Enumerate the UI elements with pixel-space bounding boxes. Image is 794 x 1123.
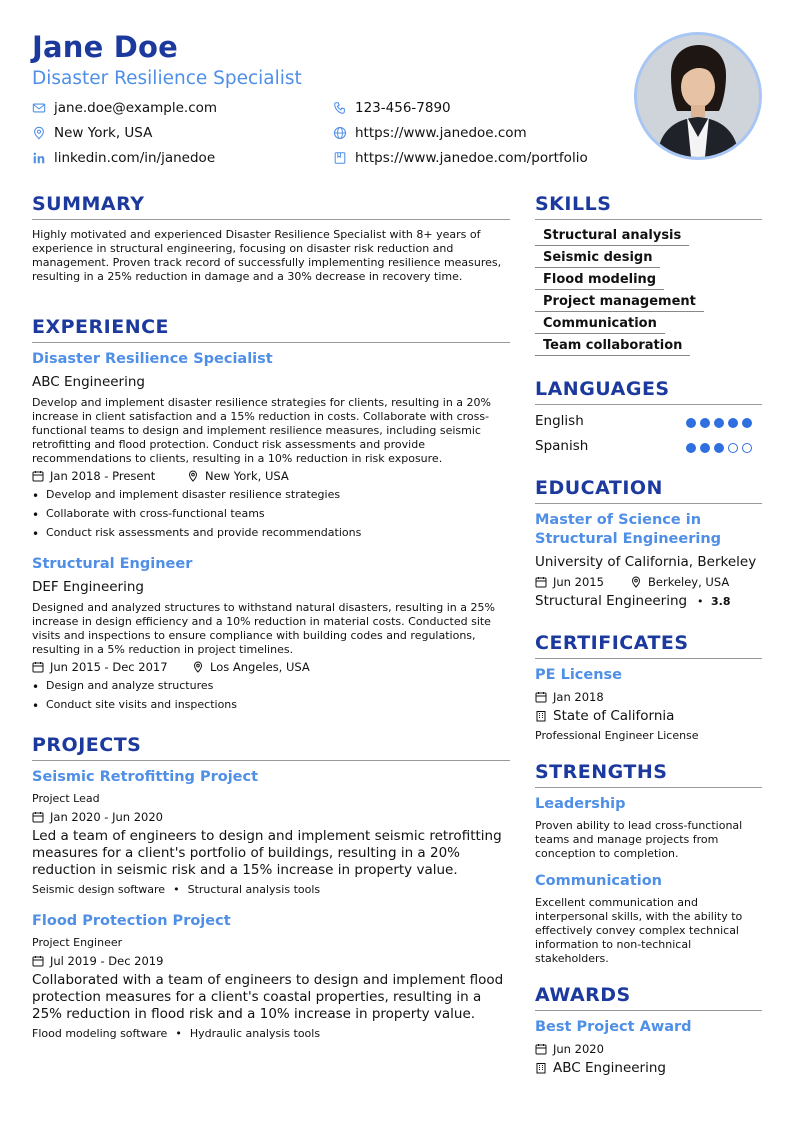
skill-chip: Structural analysis (535, 228, 689, 246)
skill-chip: Project management (535, 294, 704, 312)
project-description: Collaborated with a team of engineers to design and implement flood protection measures for a client's coastal properties, resulting in a 25% reduction in flood risk and a 10% increase in property value. (32, 972, 504, 1022)
website-text: https://www.janedoe.com (355, 125, 527, 141)
languages-heading: LANGUAGES (535, 378, 670, 400)
bookmark-icon (333, 151, 347, 165)
summary-text: Highly motivated and experienced Disaster Resilience Specialist with 8+ years of experience in structural engineering, focusing on disaster risk reduction and management. Proven track record of successfully implementing resilience measures, resulting in a 25% reduction in damage and a 30% decrease in recovery time. (32, 228, 502, 283)
job-company: DEF Engineering (32, 579, 144, 595)
rating-dot-filled (700, 443, 710, 453)
language-name: Spanish (535, 438, 589, 454)
strength-title: Communication (535, 873, 663, 889)
portfolio-text: https://www.janedoe.com/portfolio (355, 150, 588, 166)
calendar-icon (535, 1043, 547, 1055)
project-dates-text: Jul 2019 - Dec 2019 (50, 954, 164, 968)
phone-contact[interactable] (333, 100, 451, 116)
job-dates (32, 469, 155, 483)
award-date (535, 1042, 604, 1056)
certificate-issuer (535, 708, 674, 724)
language-rating (686, 418, 752, 428)
location-text: New York, USA (54, 125, 153, 141)
rating-dot-filled (728, 418, 738, 428)
location-contact (32, 125, 152, 141)
strength-text: Proven ability to lead cross-functional teams and manage projects from conception to completion. (535, 819, 743, 860)
experience-divider (32, 342, 510, 343)
location-pin-icon (32, 126, 46, 140)
project-tag: Seismic design software (32, 883, 166, 896)
email-text: jane.doe@example.com (54, 100, 218, 116)
education-heading: EDUCATION (535, 477, 663, 499)
award-issuer (535, 1060, 666, 1076)
rating-dot-filled (742, 418, 752, 428)
calendar-icon (32, 811, 44, 823)
job-bullet: • Design and analyze structures (46, 679, 213, 692)
language-name: English (535, 413, 584, 429)
project-title: Flood Protection Project (32, 913, 231, 929)
rating-dot-filled (714, 418, 724, 428)
certificates-heading: CERTIFICATES (535, 632, 689, 654)
linkedin-icon (32, 151, 46, 165)
education-location (630, 575, 729, 589)
job-bullet: • Develop and implement disaster resilience strategies (46, 488, 340, 501)
rating-dot-filled (686, 418, 696, 428)
strengths-divider (535, 787, 762, 788)
job-location (187, 469, 289, 483)
tag-separator: • (173, 883, 180, 896)
job-title: Structural Engineer (32, 556, 193, 572)
job-dates (32, 660, 168, 674)
projects-heading: PROJECTS (32, 734, 142, 756)
awards-heading: AWARDS (535, 984, 631, 1006)
rating-dot-filled (714, 443, 724, 453)
project-tags (32, 1027, 320, 1040)
profile-photo (634, 32, 762, 160)
award-title: Best Project Award (535, 1019, 692, 1035)
building-icon (535, 1062, 547, 1074)
degree-title-line2: Structural Engineering (535, 531, 722, 547)
calendar-icon (535, 691, 547, 703)
website-contact[interactable] (333, 125, 527, 141)
building-icon (535, 710, 547, 722)
degree-title-line1: Master of Science in (535, 512, 702, 528)
job-description: Designed and analyzed structures to withstand natural disasters, resulting in a 25% increase in design efficiency and a 10% reduction in material costs. Conducted site visits and inspections to ensure compliance with building codes and regulations, resulting in a 5% reduction in project timelines. (32, 601, 495, 656)
education-date (535, 575, 604, 589)
rating-dot-empty (728, 443, 738, 453)
school-name: University of California, Berkeley (535, 554, 757, 570)
job-dates-text: Jan 2018 - Present (50, 469, 156, 483)
globe-icon (333, 126, 347, 140)
project-dates-text: Jan 2020 - Jun 2020 (50, 810, 164, 824)
skill-chip: Seismic design (535, 250, 660, 268)
strength-text: Excellent communication and interpersonal skills, with the ability to effectively convey complex technical information to non-technical stakeholders. (535, 896, 743, 965)
education-divider (535, 503, 762, 504)
certificate-title: PE License (535, 667, 623, 683)
tag-separator: • (175, 1027, 182, 1040)
project-tags (32, 883, 320, 896)
job-company: ABC Engineering (32, 374, 145, 390)
project-description: Led a team of engineers to design and implement seismic retrofitting measures for a client's portfolio of buildings, resulting in a 20% reduction in seismic risk and a 15% increase in property value. (32, 828, 502, 878)
certificate-date (535, 690, 604, 704)
project-role: Project Lead (32, 792, 100, 805)
skills-heading: SKILLS (535, 193, 612, 215)
job-title: Disaster Resilience Specialist (32, 351, 273, 367)
portfolio-contact[interactable] (333, 150, 588, 166)
location-pin-icon (630, 576, 642, 588)
skill-chip: Communication (535, 316, 665, 334)
experience-heading: EXPERIENCE (32, 316, 170, 338)
job-description: Develop and implement disaster resilience strategies for clients, resulting in a 20% increase in client satisfaction and a 15% reduction in costs. Collaborate with cross-functional teams to design and implement resilience measures, including seismic retrofitting and flood protection. Conduct risk assessments and provide recommendations to clients, resulting in a 10% reduction in risk exposure. (32, 396, 491, 465)
mail-icon (32, 101, 46, 115)
certificate-description: Professional Engineer License (535, 729, 699, 742)
rating-dot-filled (686, 443, 696, 453)
job-bullet: • Collaborate with cross-functional teams (46, 507, 265, 520)
job-location-text: New York, USA (205, 469, 289, 483)
summary-divider (32, 219, 510, 220)
certificate-date-text: Jan 2018 (553, 690, 604, 704)
candidate-title: Disaster Resilience Specialist (32, 68, 302, 89)
job-bullet: • Conduct site visits and inspections (46, 698, 237, 711)
gpa-value: 3.8 (711, 595, 731, 608)
skill-chip: Team collaboration (535, 338, 690, 356)
certificate-issuer-text: State of California (553, 708, 675, 724)
phone-text: 123-456-7890 (355, 100, 451, 116)
language-rating (686, 443, 752, 453)
project-title: Seismic Retrofitting Project (32, 769, 259, 785)
linkedin-text: linkedin.com/in/janedoe (54, 150, 216, 166)
email-contact[interactable] (32, 100, 217, 116)
education-location-text: Berkeley, USA (648, 575, 730, 589)
certificates-divider (535, 658, 762, 659)
project-dates (32, 810, 163, 824)
location-pin-icon (187, 470, 199, 482)
rating-dot-empty (742, 443, 752, 453)
job-bullet: • Conduct risk assessments and provide recommendations (46, 526, 361, 539)
rating-dot-filled (700, 418, 710, 428)
strength-title: Leadership (535, 796, 626, 812)
phone-icon (333, 101, 347, 115)
location-pin-icon (192, 661, 204, 673)
languages-divider (535, 404, 762, 405)
project-dates (32, 954, 163, 968)
candidate-name: Jane Doe (32, 30, 179, 64)
project-tag: Hydraulic analysis tools (189, 1027, 321, 1040)
job-dates-text: Jun 2015 - Dec 2017 (50, 660, 168, 674)
linkedin-contact[interactable] (32, 150, 215, 166)
strengths-heading: STRENGTHS (535, 761, 668, 783)
education-date-text: Jun 2015 (553, 575, 604, 589)
job-location (192, 660, 310, 674)
skill-chip: Flood modeling (535, 272, 664, 290)
award-issuer-text: ABC Engineering (553, 1060, 666, 1076)
project-tag: Structural analysis tools (187, 883, 321, 896)
gpa-separator: • (697, 595, 704, 608)
calendar-icon (32, 661, 44, 673)
skills-divider (535, 219, 762, 220)
summary-heading: SUMMARY (32, 193, 145, 215)
calendar-icon (32, 470, 44, 482)
job-location-text: Los Angeles, USA (210, 660, 310, 674)
calendar-icon (535, 576, 547, 588)
education-field: Structural Engineering (535, 593, 688, 609)
award-date-text: Jun 2020 (553, 1042, 604, 1056)
projects-divider (32, 760, 510, 761)
awards-divider (535, 1010, 762, 1011)
project-role: Project Engineer (32, 936, 123, 949)
project-tag: Flood modeling software (32, 1027, 168, 1040)
calendar-icon (32, 955, 44, 967)
